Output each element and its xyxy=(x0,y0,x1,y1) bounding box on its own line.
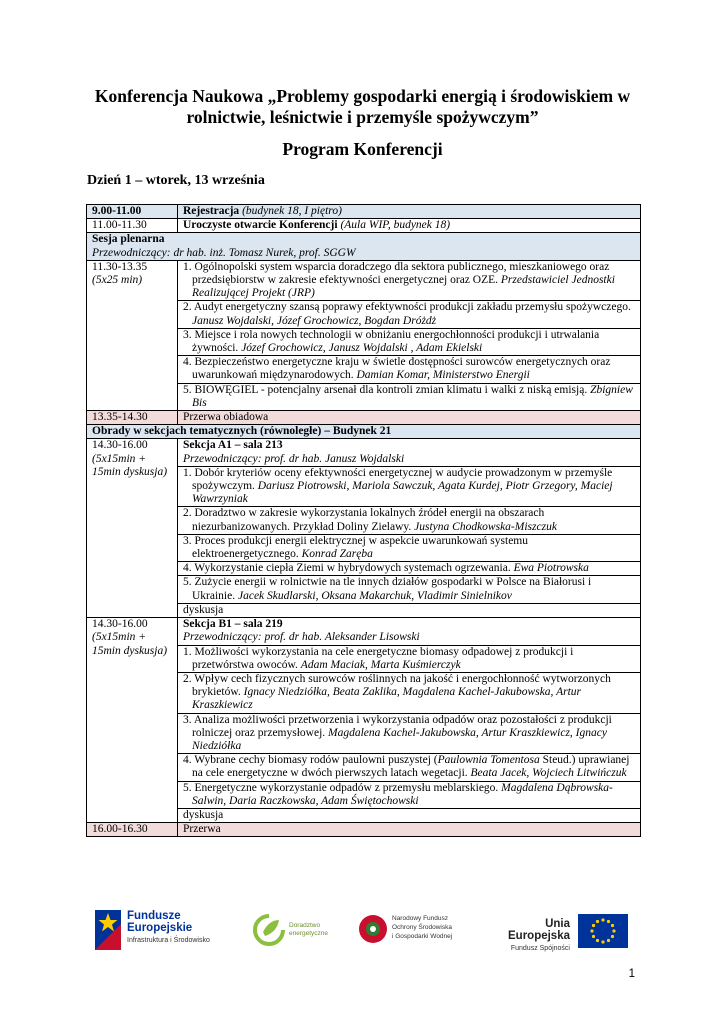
section-chair: Przewodniczący: prof. dr hab. Janusz Wojdalski xyxy=(183,452,405,465)
nf-line-2: Ochrony Środowiska xyxy=(392,924,452,931)
table-row xyxy=(87,823,641,837)
talk-title: 5. Energetyczne wykorzystanie odpadów z przemysłu meblarskiego. xyxy=(183,781,502,794)
talk-title: 4. Wykorzystanie ciepła Ziemi w hybrydowych systemach ogrzewania. xyxy=(183,562,514,575)
talk-title: 2. Wpływ cech fizycznych surowców roślinnych na jakość i energochłonność wytworzonych brykietów. xyxy=(183,672,611,699)
ue-line-1: Unia Europejska xyxy=(508,918,570,942)
session-header xyxy=(87,233,641,260)
title-line-2: rolnictwie, leśnictwie i przemyśle spożywczym” xyxy=(186,107,539,127)
talk-authors: Ewa Piotrowska xyxy=(513,562,589,575)
table-row xyxy=(87,618,641,645)
fe-star-icon xyxy=(95,910,121,950)
table-row xyxy=(87,205,641,219)
talk-cell xyxy=(178,383,641,410)
table-row xyxy=(87,439,641,466)
talk-authors: Jacek Skudlarski, Oksana Makarchuk, Vladimir Sinielnikov xyxy=(237,589,512,602)
nf-line-1: Narodowy Fundusz xyxy=(392,915,448,922)
session-format: 15min dyskusja) xyxy=(92,465,168,478)
talk-cell xyxy=(178,645,641,672)
talk-authors: Magdalena Dąbrowska-Salwin, Daria Raczkowska, Adam Świętochowski xyxy=(192,781,613,807)
talk-title: 2. Doradztwo w zakresie wykorzystania lokalnych źródeł energii na obszarach niezurbanizowanych. Przykład Doliny Zielawy. xyxy=(183,507,545,533)
talk-authors: Józef Grochowicz, Janusz Wojdalski , Adam Ekielski xyxy=(241,342,483,355)
talk-authors: Przedstawiciel Jednostki Realizującej Projekt (JRP) xyxy=(192,274,615,300)
table-row xyxy=(87,233,641,260)
talk-title: 1. Możliwości wykorzystania na cele energetyczne biomasy odpadowej z produkcji i przetwórstwa owoców. xyxy=(183,645,574,671)
talk-authors: Magdalena Kachel-Jakubowska, Artur Kraszkiewicz, Ignacy Niedziółka xyxy=(192,726,607,752)
footer-logos xyxy=(0,908,725,958)
talk-title: 3. Analiza możliwości przetworzenia i wykorzystania odpadów oraz pozostałości z produkcji rolniczej oraz przemysłowej. xyxy=(183,713,612,739)
talk-cell xyxy=(178,301,641,328)
talk-title: 1. Ogólnopolski system wsparcia doradczego dla sektora publicznego, mieszkaniowego oraz przedsiębiorstw w zakresie efektywności energetycznej oraz OZE. xyxy=(183,260,610,287)
session-format: (5x25 min) xyxy=(92,274,143,287)
talk-cell xyxy=(178,754,641,781)
program-subtitle: Program Konferencji xyxy=(282,139,443,159)
agenda-cell xyxy=(178,205,641,219)
talk-authors: Zbigniew Bis xyxy=(192,383,633,409)
session-time: 14.30-16.00 xyxy=(92,439,148,452)
dor-line-2: energetyczne xyxy=(289,930,329,937)
table-row xyxy=(87,219,641,233)
talk-authors: Ignacy Niedziółka, Beata Zaklika, Magdalena Kachel-Jakubowska, Artur Kraszkiewicz xyxy=(192,686,582,712)
session-format: (5x15min + xyxy=(92,452,147,465)
conference-title xyxy=(60,86,665,128)
section-header xyxy=(178,439,641,466)
talk-cell xyxy=(178,781,641,808)
time-cell: 11.00-11.30 xyxy=(87,219,178,233)
talk-title: 5. Zużycie energii w rolnictwie na tle innych działów gospodarki w Polsce na Białorusi i Ukrainie. xyxy=(183,576,592,602)
session-format: 15min dyskusja) xyxy=(92,644,168,657)
talk-title: 2. Audyt energetyczny szansą poprawy efektywności produkcji zakładu przemysłu spożywczego. xyxy=(183,301,631,314)
talk-cell xyxy=(178,562,641,576)
agenda-cell xyxy=(178,219,641,233)
event-label: Uroczyste otwarcie Konferencji xyxy=(183,219,338,232)
page-number: 1 xyxy=(628,968,635,980)
fe-line-1: Fundusze xyxy=(127,910,181,922)
session-time: 14.30-16.00 xyxy=(92,618,148,631)
time-cell xyxy=(87,618,178,823)
doradztwo-logo xyxy=(253,912,333,952)
talk-authors: Dariusz Piotrowski, Mariola Sawczuk, Agata Kurdej, Piotr Grzegory, Maciej Wawrzyniak xyxy=(192,480,613,506)
event-location: (budynek 18, I piętro) xyxy=(239,205,342,217)
talk-cell xyxy=(178,466,641,507)
section-header xyxy=(178,618,641,645)
talk-authors: Janusz Wojdalski, Józef Grochowicz, Bogdan Dróżdż xyxy=(192,314,437,327)
session-format: (5x15min + xyxy=(92,631,147,644)
day-heading: Dzień 1 – wtorek, 13 września xyxy=(87,173,265,188)
talk-authors: Justyna Chodkowska-Miszczuk xyxy=(414,520,557,533)
talk-authors: Damian Komar, Ministerstwo Energii xyxy=(356,369,530,382)
talk-title: 5. BIOWĘGIEL - potencjalny arsenał dla kontroli zmian klimatu i walki z niską emisją. xyxy=(183,383,591,396)
talk-cell xyxy=(178,534,641,561)
dor-line-1: Doradztwo xyxy=(289,922,321,929)
talk-title: 4. Wybrane cechy biomasy rodów paulowni puszystej ( xyxy=(183,754,438,767)
discussion-cell: dyskusja xyxy=(178,808,641,822)
talk-cell xyxy=(178,260,641,301)
talk-cell xyxy=(178,713,641,754)
sections-header: Obrady w sekcjach tematycznych (równoległe) – Budynek 21 xyxy=(87,425,641,439)
fe-line-3: Infrastruktura i Środowisko xyxy=(127,937,210,944)
nf-line-3: i Gospodarki Wodnej xyxy=(392,933,453,940)
talk-cell xyxy=(178,672,641,713)
nf-emblem-icon xyxy=(358,914,388,944)
fe-line-2: Europejskie xyxy=(127,922,193,934)
session-time: 11.30-13.35 xyxy=(92,260,148,273)
talk-cell xyxy=(178,576,641,603)
time-cell: 16.00-16.30 xyxy=(87,823,178,837)
time-cell: 9.00-11.00 xyxy=(87,205,178,219)
event-location: (Aula WIP, budynek 18) xyxy=(337,219,451,232)
talk-authors: Adam Maciak, Marta Kuśmierczyk xyxy=(300,658,461,671)
talk-title: 4. Bezpieczeństwo energetyczne kraju w świetle dostępności surowców energetycznych oraz uwarunkowań międzynarodowych. xyxy=(183,356,611,382)
nfosigw-logo xyxy=(358,910,458,952)
table-row xyxy=(87,411,641,425)
talk-title: 3. Miejsce i rola nowych technologii w obniżaniu energochłonności produkcji i utrwalania żywności. xyxy=(183,328,600,355)
ue-line-2: Fundusz Spójności xyxy=(510,945,570,952)
session-chair: Przewodniczący: dr hab. inż. Tomasz Nurek, prof. SGGW xyxy=(92,246,356,259)
eu-flag-icon xyxy=(578,914,628,948)
time-cell xyxy=(87,439,178,618)
table-row xyxy=(87,260,641,301)
time-cell: 13.35-14.30 xyxy=(87,411,178,425)
program-table xyxy=(86,204,641,837)
break-label: Przerwa obiadowa xyxy=(178,411,641,425)
fundusze-europejskie-logo xyxy=(95,908,235,952)
talk-authors: Konrad Zaręba xyxy=(301,548,373,561)
session-title: Sesja plenarna xyxy=(92,233,165,246)
talk-title: 3. Proces produkcji energii elektrycznej w aspekcie uwarunkowań systemu elektroenergetycznego. xyxy=(183,534,528,561)
section-title: Sekcja B1 – sala 219 xyxy=(183,618,283,631)
break-label: Przerwa xyxy=(178,823,641,837)
leaf-icon xyxy=(253,914,285,946)
event-label: Rejestracja xyxy=(183,205,240,217)
talk-cell xyxy=(178,507,641,534)
species-name: Paulownia Tomentosa xyxy=(437,754,540,767)
section-chair: Przewodniczący: prof. dr hab. Aleksander Lisowski xyxy=(183,631,420,644)
talk-cell xyxy=(178,356,641,383)
time-cell xyxy=(87,260,178,410)
table-row xyxy=(87,425,641,439)
talk-title-cont: Steud.) uprawianej na cele energetyczne w dwóch pierwszych latach wegetacji. xyxy=(192,754,630,780)
title-line-1: Konferencja Naukowa „Problemy gospodarki energią i środowiskiem w xyxy=(94,86,631,106)
talk-cell xyxy=(178,328,641,355)
talk-title: 1. Dobór kryteriów oceny efektywności energetycznej w audycie prowadzonym w przemyśle spożywczym. xyxy=(183,466,613,493)
talk-authors: Beata Jacek, Wojciech Litwińczuk xyxy=(470,767,627,780)
unia-europejska-logo xyxy=(482,912,630,952)
section-title: Sekcja A1 – sala 213 xyxy=(183,439,283,452)
discussion-cell: dyskusja xyxy=(178,603,641,617)
